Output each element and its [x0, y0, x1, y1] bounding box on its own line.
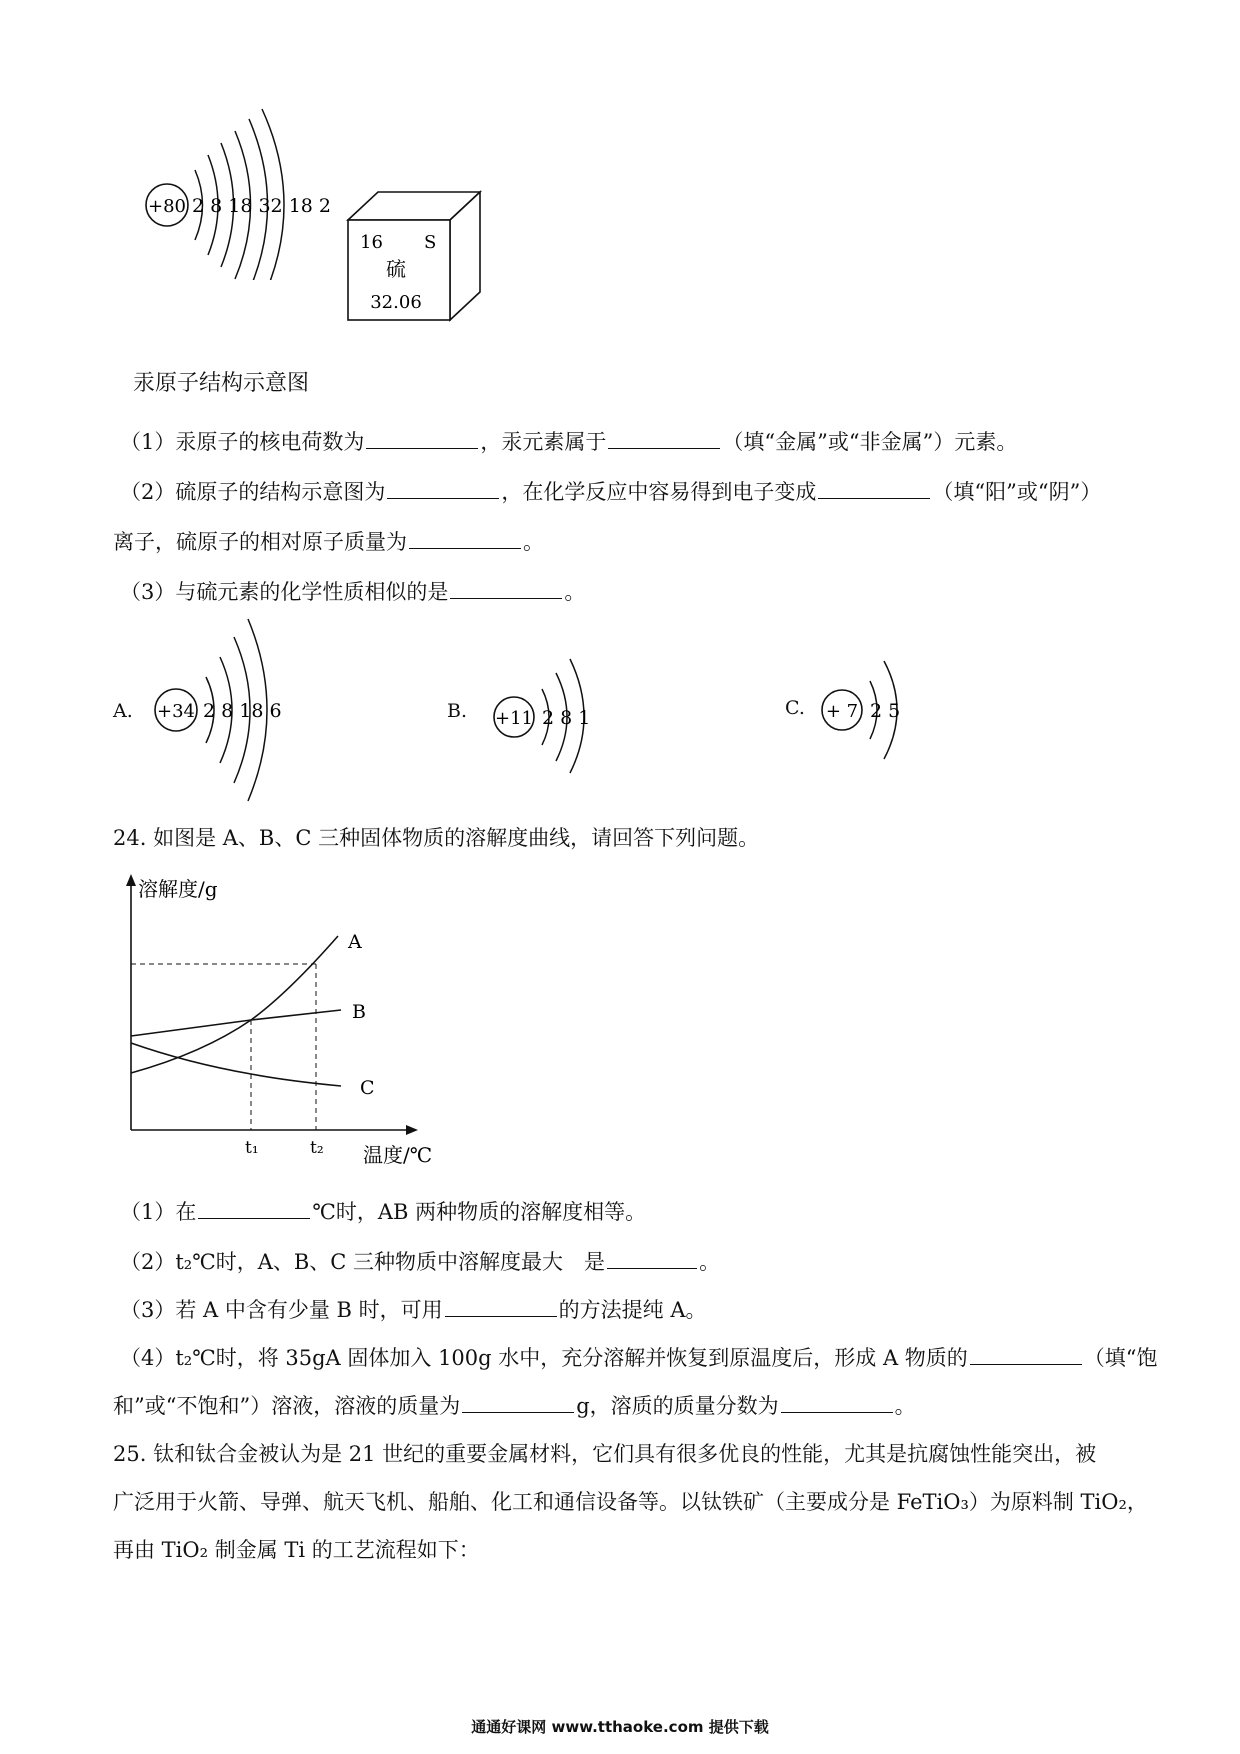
answer-blank[interactable]: [366, 430, 478, 449]
q24-p1-text: （1）在: [120, 1200, 197, 1224]
sulfur-mass: 32.06: [370, 292, 422, 313]
answer-blank[interactable]: [608, 430, 720, 449]
q25-line2: 广泛用于火箭、导弹、航天飞机、船舶、化工和通信设备等。以钛铁矿（主要成分是 FeTiO₃）为原料制 TiO₂，: [113, 1490, 1148, 1514]
q24-part1: [120, 1198, 646, 1226]
q23-part2: [120, 478, 1101, 506]
option-a-label: A.: [113, 700, 133, 722]
series-label-a: A: [348, 931, 362, 953]
q24-p2-text: （2）t₂℃时，A、B、C 三种物质中溶解度最大 是: [120, 1250, 606, 1274]
q24-part4-cont: [113, 1392, 916, 1420]
q23-p3-text: （3）与硫元素的化学性质相似的是: [120, 580, 449, 604]
q23-p2-text: ，在化学反应中容易得到电子变成: [501, 480, 817, 504]
answer-blank[interactable]: [409, 530, 521, 549]
option-a-nucleus: +34: [157, 701, 195, 722]
x-axis-label: 温度/℃: [363, 1143, 433, 1167]
sulfur-name: 硫: [386, 257, 406, 281]
q24-p4-text: 和”或“不饱和”）溶液，溶液的质量为: [113, 1394, 461, 1418]
q23-p2-text: （填“阳”或“阴”）: [932, 480, 1102, 504]
q24-stem: 24. 如图是 A、B、C 三种固体物质的溶解度曲线，请回答下列问题。: [113, 826, 760, 850]
mercury-nucleus: +80: [148, 196, 186, 217]
answer-blank[interactable]: [818, 480, 930, 499]
answer-blank[interactable]: [198, 1200, 310, 1219]
q24-part3: [120, 1296, 707, 1324]
q23-part1: [120, 428, 1017, 456]
y-axis-label: 溶解度/g: [138, 877, 218, 901]
q23-p2-text: （2）硫原子的结构示意图为: [120, 480, 386, 504]
option-b-label: B.: [447, 700, 468, 722]
answer-blank[interactable]: [462, 1394, 574, 1413]
mercury-atom-diagram: [140, 105, 340, 280]
q24-part2: [120, 1248, 720, 1276]
q23-p3-text: 。: [564, 580, 586, 604]
q24-p1-text: ℃时，AB 两种物质的溶解度相等。: [312, 1200, 647, 1224]
q23-p1-text: ，汞元素属于: [480, 430, 607, 454]
q24-p3-text: 的方法提纯 A。: [558, 1298, 707, 1322]
answer-blank[interactable]: [450, 580, 562, 599]
sulfur-element-cube: [340, 188, 490, 328]
q23-p1-text: （1）汞原子的核电荷数为: [120, 430, 365, 454]
curve-b: [131, 1010, 341, 1036]
q23-p1-text: （填“金属”或“非金属”）元素。: [722, 430, 1018, 454]
y-axis-arrow: [126, 874, 136, 886]
q23-part2-cont: [113, 528, 544, 556]
option-c-nucleus: + 7: [825, 701, 859, 722]
q23-p2-text: 。: [523, 530, 544, 554]
q24-part4: [120, 1344, 1158, 1372]
x-axis-arrow: [406, 1125, 418, 1135]
tick-label-t2: t₂: [310, 1138, 324, 1158]
q24-p4-text: g，溶质的质量分数为: [576, 1394, 779, 1418]
curve-c: [131, 1043, 341, 1086]
option-a-atom-diagram: [150, 615, 290, 810]
q24-p4-text: （4）t₂℃时，将 35gA 固体加入 100g 水中，充分溶解并恢复到原温度后，形成 A 物质的: [120, 1346, 968, 1370]
option-c-electrons: 2 5: [870, 700, 901, 722]
answer-blank[interactable]: [970, 1346, 1082, 1365]
answer-blank[interactable]: [387, 480, 499, 499]
q24-p2-text: 。: [699, 1250, 721, 1274]
q24-p4-text: 。: [894, 1394, 916, 1418]
option-b-atom-diagram: [490, 655, 610, 775]
answer-blank[interactable]: [445, 1298, 557, 1317]
option-a-electrons: 2 8 18 6: [203, 700, 282, 722]
option-b-nucleus: +11: [495, 708, 533, 729]
answer-blank[interactable]: [607, 1250, 697, 1269]
footer-source: 通通好课网 www.tthaoke.com 提供下载: [471, 1718, 769, 1736]
tick-label-t1: t₁: [245, 1138, 259, 1158]
q25-line3: 再由 TiO₂ 制金属 Ti 的工艺流程如下：: [113, 1538, 480, 1562]
series-label-b: B: [352, 1001, 366, 1023]
answer-blank[interactable]: [781, 1394, 893, 1413]
q24-p4-text: （填“饱: [1083, 1346, 1158, 1370]
series-label-c: C: [360, 1077, 375, 1099]
option-c-label: C.: [785, 697, 805, 719]
option-c-atom-diagram: [818, 655, 918, 765]
q24-p3-text: （3）若 A 中含有少量 B 时，可用: [120, 1298, 443, 1322]
solubility-chart: [108, 868, 448, 1173]
mercury-caption: 汞原子结构示意图: [133, 371, 310, 396]
sulfur-symbol: S: [424, 232, 437, 253]
option-b-electrons: 2 8 1: [542, 707, 591, 729]
q23-p2-text: 离子，硫原子的相对原子质量为: [113, 530, 407, 554]
q25-line1: 25. 钛和钛合金被认为是 21 世纪的重要金属材料，它们具有很多优良的性能，尤其是抗腐蚀性能突出，被: [113, 1442, 1097, 1466]
sulfur-atomic-number: 16: [360, 232, 383, 253]
mercury-electrons: 2 8 18 32 18 2: [192, 195, 331, 217]
q23-part3: [120, 578, 585, 606]
